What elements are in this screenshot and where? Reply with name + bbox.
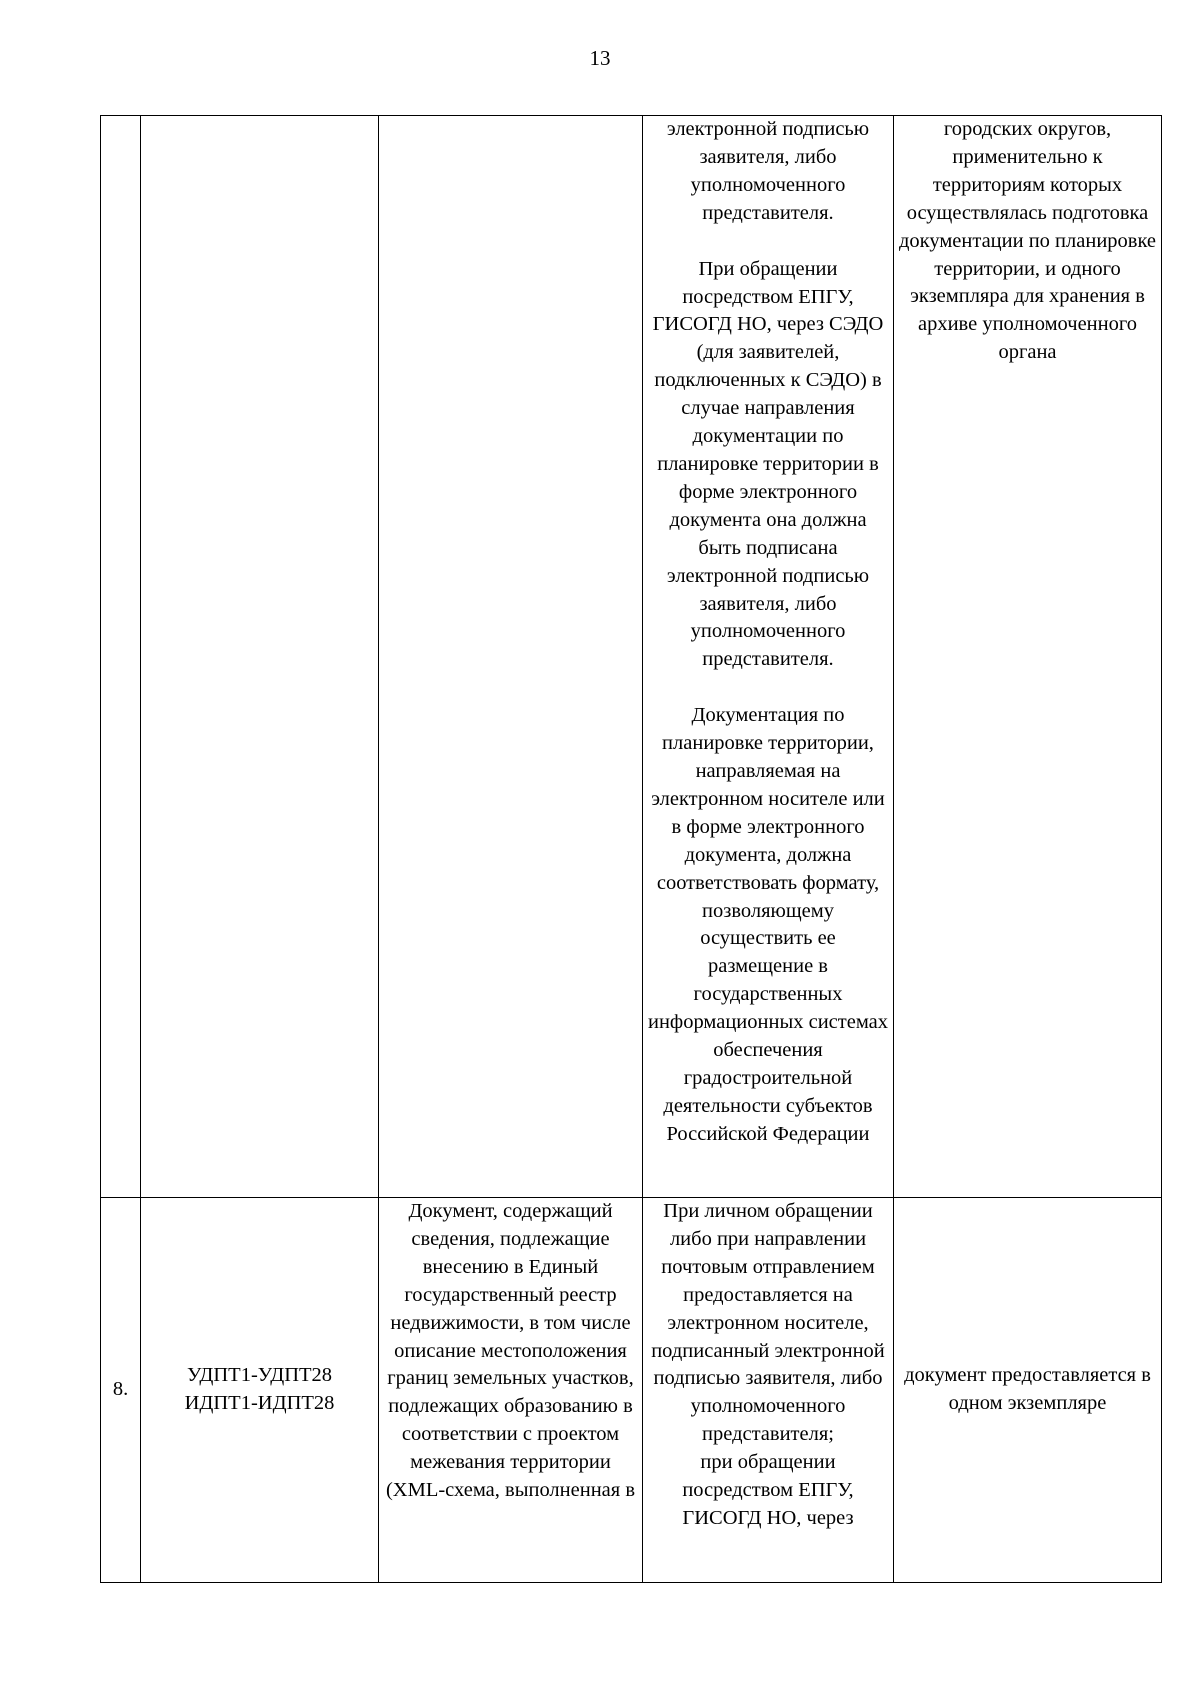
cell-number: 8. — [101, 1198, 141, 1583]
requirements-paragraph: при обращении посредством ЕПГУ, ГИСОГД НО, через — [682, 1451, 854, 1529]
page-number: 13 — [589, 46, 611, 70]
requirements-paragraph: электронной подписью заявителя, либо уполномоченного представителя. — [666, 118, 870, 224]
cell-note: городских округов, применительно к территориям которых осуществлялась подготовка документации по планировке территории, и одного экземпляра для хранения в архиве уполномоченного органа — [894, 116, 1162, 1198]
cell-number — [101, 116, 141, 1198]
cell-codes — [141, 116, 379, 1198]
requirements-paragraph: При обращении посредством ЕПГУ, ГИСОГД НО, через СЭДО (для заявителей, подключенных к СЭДО) в случае направления документации по планировке территории в форме электронного документа она должна быть подписана электронной подписью заявителя, либо уполномоченного представителя. — [652, 257, 884, 671]
cell-requirements — [643, 116, 894, 1198]
cell-codes — [141, 1198, 379, 1583]
code-range: УДПТ1-УДПТ28 — [186, 1364, 333, 1387]
requirements-table — [100, 115, 1162, 1583]
cell-requirements — [643, 1198, 894, 1583]
requirements-paragraph: При личном обращении либо при направлении почтовым отправлением предоставляется на электронном носителе, подписанный электронной подписью заявителя, либо уполномоченного представителя; — [651, 1200, 885, 1446]
cell-note: документ предоставляется в одном экземпляре — [894, 1198, 1162, 1583]
requirements-paragraph: Документация по планировке территории, направляемая на электронном носителе или в форме электронного документа, должна соответствовать формату, позволяющему осуществить ее размещение в государственных информационных системах обеспечения градостроительной деятельности субъектов Российской Федерации — [647, 704, 889, 1145]
cell-document — [379, 116, 643, 1198]
code-range: ИДПТ1-ИДПТ28 — [184, 1392, 335, 1414]
table-row — [101, 1198, 1162, 1583]
table-row — [101, 116, 1162, 1198]
cell-document: Документ, содержащий сведения, подлежащие внесению в Единый государственный реестр недвижимости, в том числе описание местоположения границ земельных участков, подлежащих образованию в соответствии с проектом межевания территории (XML-схема, выполненная в — [379, 1198, 643, 1583]
